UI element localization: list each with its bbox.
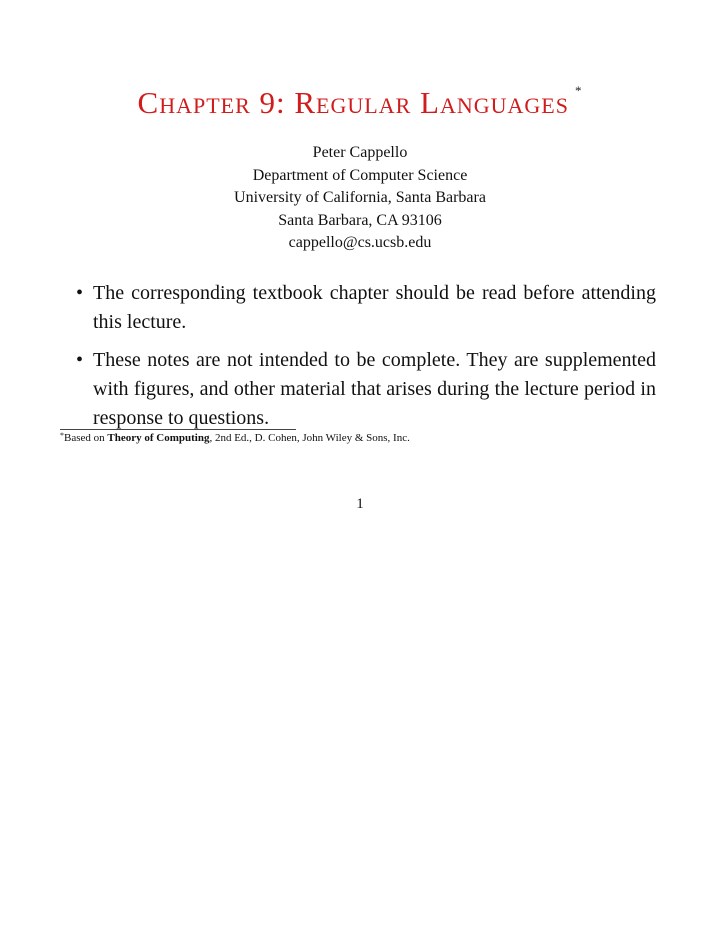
bullet-dot: •	[76, 349, 84, 371]
footnote	[60, 432, 680, 444]
title-footnote-mark: *	[574, 83, 583, 98]
author-department: Department of Computer Science	[252, 166, 468, 184]
footnote-book-title: Theory of Computing	[107, 432, 210, 444]
bullet-item	[76, 346, 656, 433]
bullet-dot: •	[76, 282, 84, 304]
author-address: Santa Barbara, CA 93106	[278, 211, 442, 229]
author-name: Peter Cappello	[312, 144, 408, 161]
page-number: 1	[356, 496, 364, 512]
bullet-text: The corresponding textbook chapter should be read before attending this lecture.	[93, 282, 656, 333]
author-email: cappello@cs.ucsb.edu	[288, 234, 432, 251]
author-block	[0, 142, 720, 255]
bullet-list	[76, 279, 656, 442]
footnote-rule	[60, 429, 296, 430]
bullet-text: These notes are not intended to be complete. They are supplemented with figures, and other material that arises during the lecture period in response to questions.	[93, 349, 656, 429]
footnote-suffix: , 2nd Ed., D. Cohen, John Wiley & Sons, Inc.	[209, 432, 410, 444]
page-title	[0, 85, 720, 121]
title-text: Chapter 9: Regular Languages	[137, 85, 569, 120]
footnote-mark: *	[60, 431, 64, 440]
author-university: University of California, Santa Barbara	[234, 189, 486, 206]
bullet-item	[76, 279, 656, 337]
footnote-prefix: Based on	[64, 432, 108, 444]
